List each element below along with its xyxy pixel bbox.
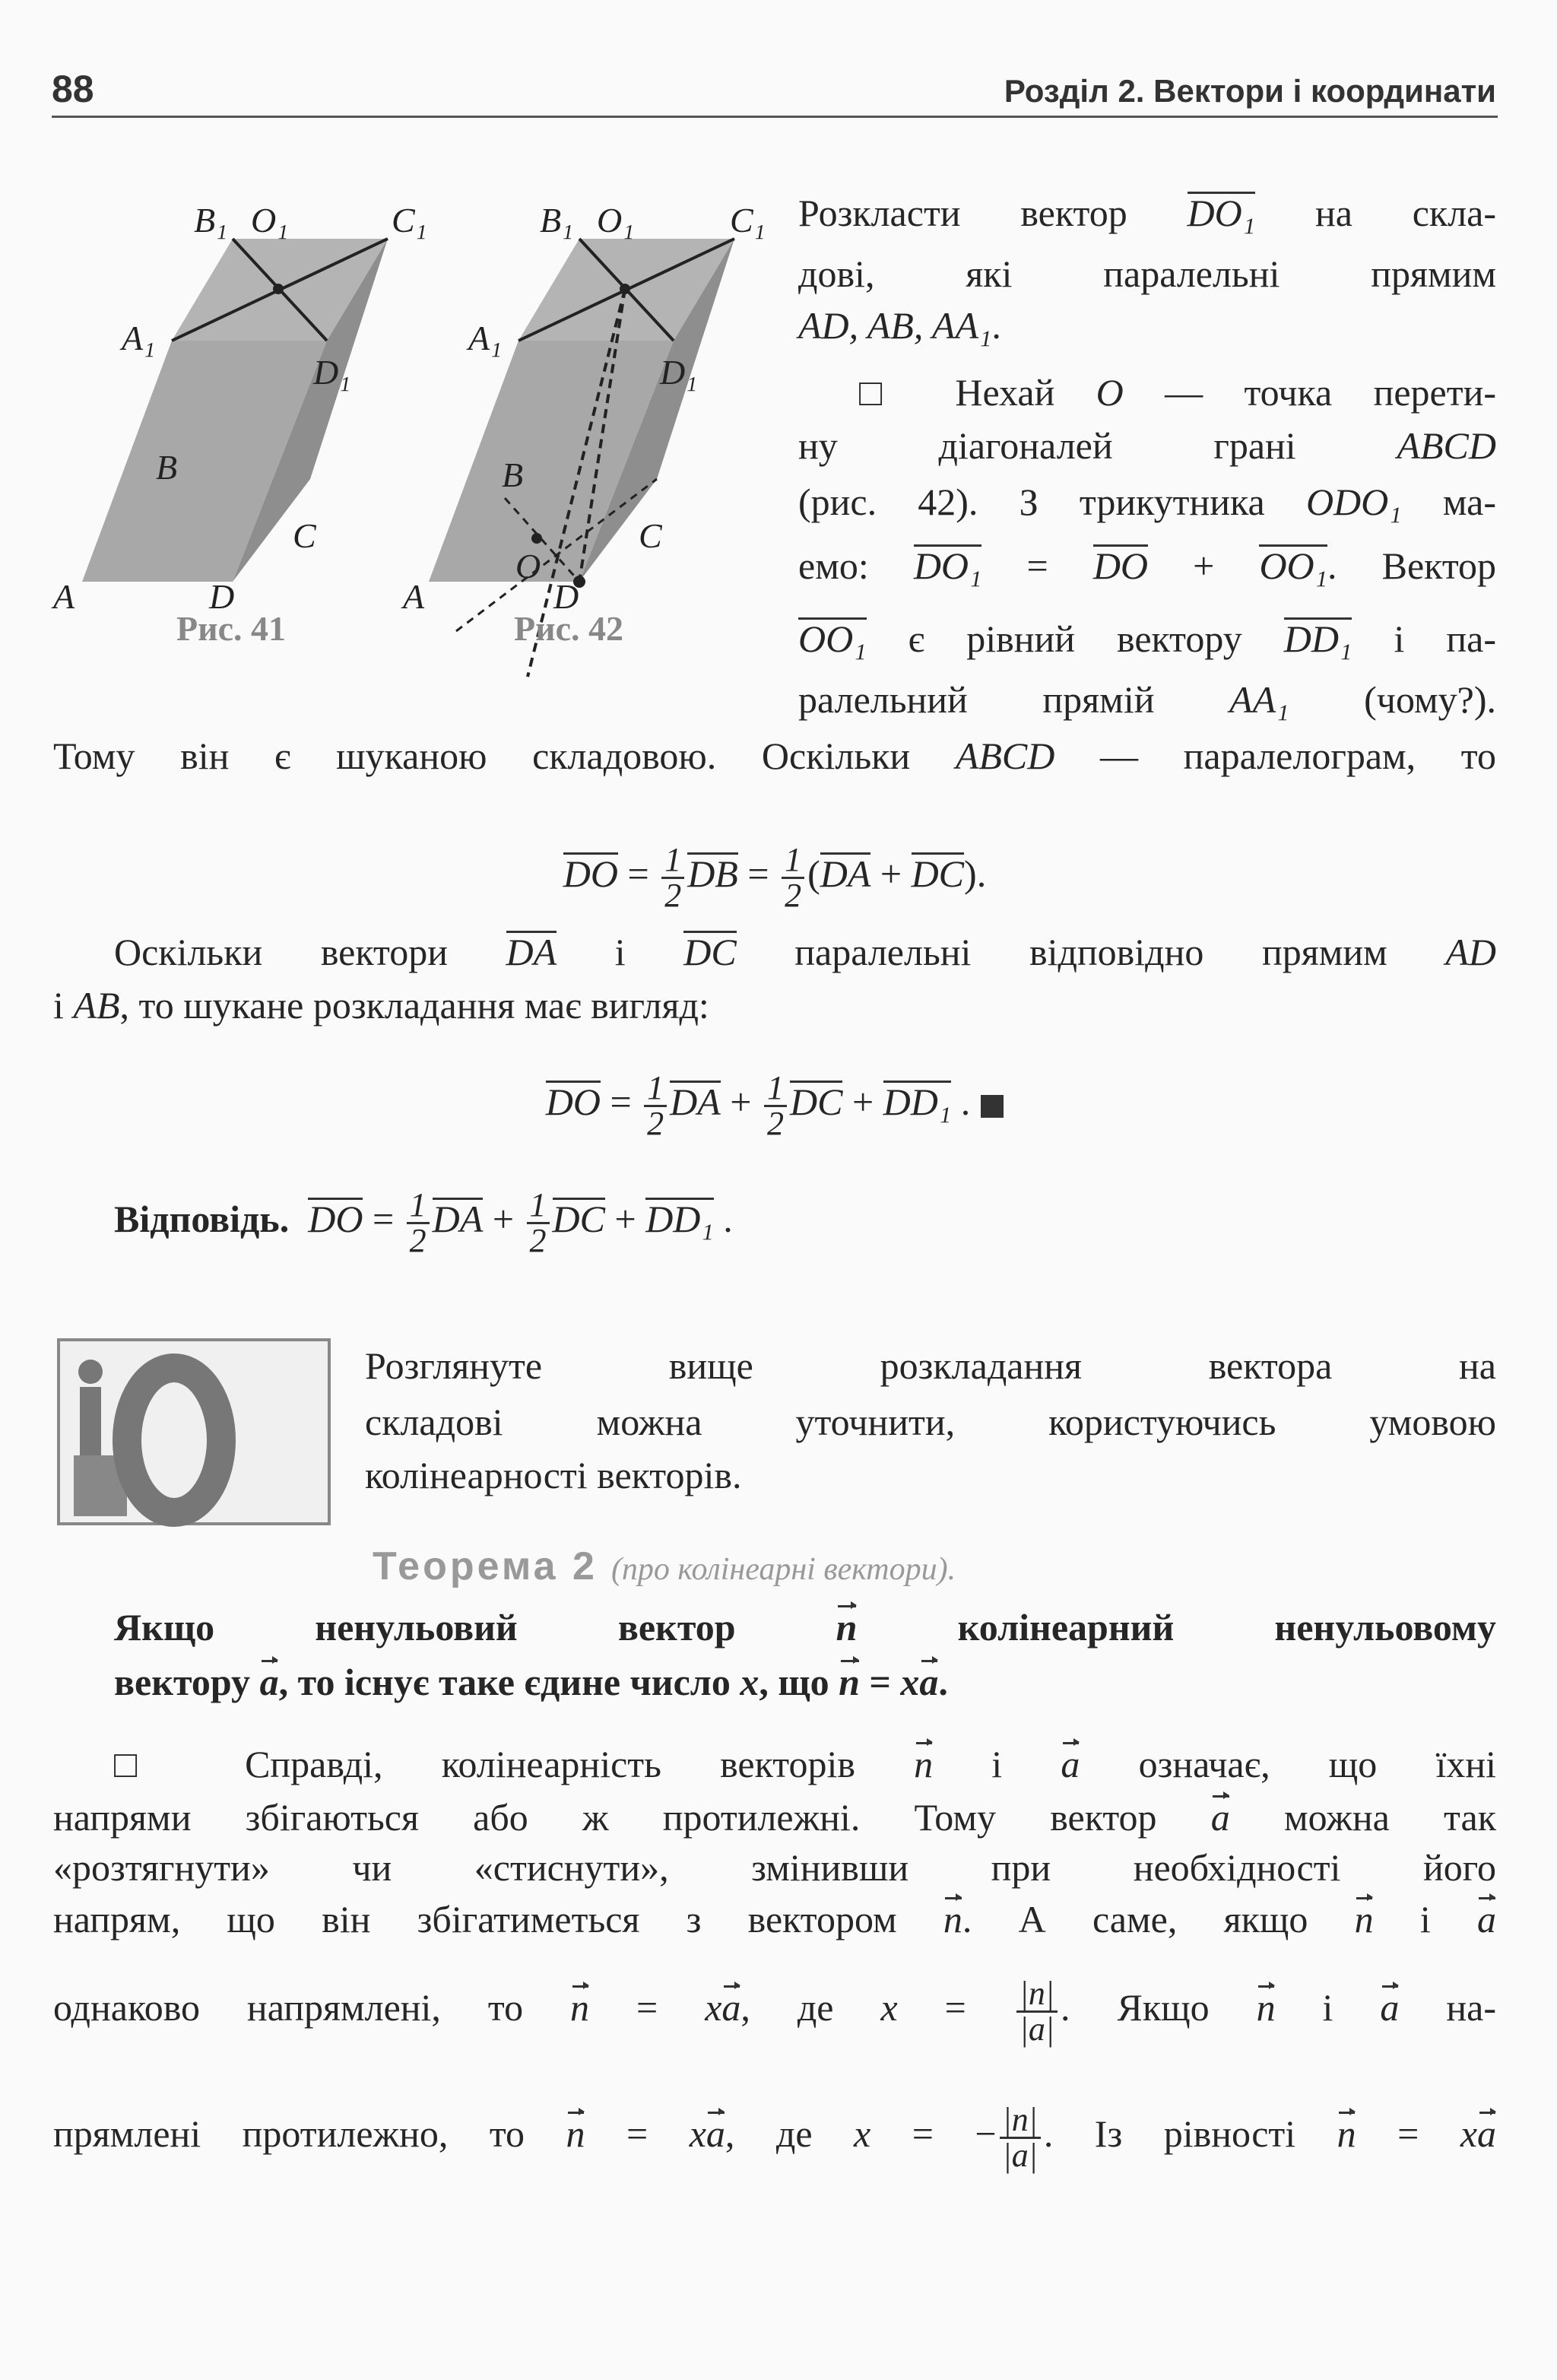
math-italic: AD [1445,931,1496,973]
text-run: означає, що їхні [1080,1743,1496,1785]
text-run: + [720,1081,761,1123]
text-run: колінеарності векторів. [365,1454,742,1496]
label-c: C [639,516,662,555]
text-line [798,418,1496,473]
text-run: на- [1399,1986,1496,2029]
vector-overline: DB [687,852,738,895]
text-run: , що [759,1661,839,1703]
label-b1: B₁ [194,201,228,240]
fraction-numerator: |n| [1016,1977,1058,2013]
label-a1: A₁ [468,319,503,357]
vector-arrow: n [839,1661,860,1703]
math-italic: x [854,2112,871,2155]
text-line [798,298,1496,353]
header-rule [52,116,1498,118]
text-line [798,672,1496,727]
text-run: напрям, що він збігатиметься з вектором [53,1898,943,1940]
text-run: = [859,1661,901,1703]
fraction-denominator: 2 [785,877,802,915]
proof-line [53,1790,1496,1845]
text-run: . [951,1081,971,1123]
text-run: є рівний вектору [866,617,1284,660]
label-b: B [502,455,524,494]
text-run: прямлені протилежно, то [53,2112,566,2155]
fraction [407,1188,430,1258]
math-italic: x [740,1661,759,1703]
math-italic: x [900,1661,920,1703]
vector-overline: DO₁ [913,544,982,587]
person-thinking-icon [60,1341,328,1522]
label-c1: C₁ [730,201,766,240]
theorem-line [114,1655,1496,1709]
proof-line [114,1737,1496,1791]
text-run: Розглянуте вище розкладання вектора на [365,1344,1496,1387]
text-line [53,728,1496,783]
fraction [644,1071,667,1141]
text-run: однаково напрямлені, то [53,1986,571,2029]
text-run: Оскільки вектори [114,931,506,973]
vector-overline: DO [308,1198,363,1240]
figure-41-caption: Рис. 41 [176,609,287,648]
fraction-denominator: 2 [647,1105,664,1143]
vector-arrow: a [1476,1898,1496,1940]
vector-arrow: a [721,1986,741,2029]
text-run: напрями збігаються або ж протилежні. Тому вектор [53,1796,1211,1839]
vector-arrow: n [1354,1898,1374,1940]
vector-overline: DA [670,1081,721,1123]
fraction-numerator: 1 [782,843,804,879]
fig42-point-o1 [620,284,630,294]
fraction-denominator: 2 [664,877,682,915]
math-italic: x [705,1986,722,2029]
label-a1: A₁ [122,319,156,357]
page-number: 88 [52,68,94,110]
proof-line [53,1892,1496,1947]
proof-line [53,1969,1496,2048]
formula-decomposition [53,1068,1496,1143]
label-o: O [515,547,541,585]
vector-overline: DC [552,1198,605,1240]
text-line [798,474,1496,529]
label-a: A [53,577,75,616]
text-run: + [483,1198,524,1240]
text-run: Розкласти вектор [798,192,1188,234]
label-d: D [553,577,579,616]
text-run: + [1148,544,1260,587]
vector-arrow: n [566,2112,585,2155]
label-a: A [403,577,425,616]
fraction-numerator: 1 [661,843,684,879]
text-line [798,611,1496,666]
vector-arrow: a [919,1661,939,1703]
text-run: і [1275,1986,1381,2029]
vector-overline: DO [563,852,618,895]
text-run: ма- [1401,481,1496,523]
fraction [661,841,684,915]
proof-line [53,2096,1497,2175]
text-line [798,186,1496,240]
text-run: □ Нехай [859,371,1096,414]
text-run: на скла- [1255,192,1496,234]
math-italic: O [1096,371,1124,414]
text-line [114,925,1496,979]
vector-arrow: a [259,1661,279,1703]
vector-overline: OO₁ [1259,544,1328,587]
text-run: = [363,1198,404,1240]
theorem-line [114,1600,1496,1655]
text-run: складові можна уточнити, користуючись умовою [365,1401,1496,1443]
text-run: і [53,984,74,1027]
text-run: = [737,852,779,895]
vector-overline: DA [432,1198,484,1240]
figure-41-parallelepiped [46,144,427,616]
figure-42-caption: Рис. 42 [514,609,624,648]
text-run: , то існує таке єдине число [278,1661,740,1703]
theorem-title: Теорема 2 [373,1544,598,1588]
fraction-denominator: |a| [1019,2010,1055,2048]
vector-overline: DO [545,1081,601,1123]
text-run: □ Справді, колінеарність векторів [114,1743,915,1785]
text-run: можна так [1229,1796,1497,1839]
vector-overline: DD₁ [883,1081,952,1123]
math-italic: AA₁ [1229,678,1289,721]
label-b: B [156,448,178,487]
label-b1: B₁ [540,201,574,240]
text-run: «розтягнути» чи «стиснути», змінивши при необхідності його [53,1846,1496,1889]
text-run: = − [870,2112,997,2155]
text-run: . [938,1661,948,1703]
vector-overline: DD₁ [1283,617,1352,660]
fig42-point-o [531,533,542,544]
text-run: дові, які паралельні прямим [798,252,1496,295]
text-run: паралельні відповідно прямим [736,931,1446,973]
text-run: — паралелограм, то [1054,735,1496,777]
vector-arrow: n [836,1606,858,1649]
text-run: = [897,1986,1013,2029]
text-run: , де [725,2112,855,2155]
note-line [365,1338,1496,1393]
text-run: ). [964,852,987,895]
chapter-title: Розділ 2. Вектори і координати [1004,73,1496,109]
text-run: ралельний прямій [798,678,1230,721]
fraction [1016,1977,1058,2046]
label-o1: O₁ [597,201,635,240]
vector-overline: DC [683,931,737,973]
vector-arrow: a [1477,2112,1497,2155]
text-run: + [604,1198,646,1240]
text-run: + [842,1081,883,1123]
vector-arrow: n [943,1898,962,1940]
math-italic: x [880,1986,898,2029]
bold-label: Відповідь. [114,1198,290,1240]
text-run: = [585,2112,690,2155]
math-italic: AD, AB, AA₁ [798,304,992,347]
text-run: . [991,304,1001,347]
theorem-subtitle: (про колінеарні вектори). [610,1552,956,1587]
fraction-numerator: 1 [527,1188,550,1224]
vector-arrow: n [914,1743,934,1785]
note-line [365,1448,1496,1503]
vector-overline: DA [820,852,871,895]
vector-overline: DO₁ [1187,192,1256,234]
text-run: і [1373,1898,1477,1940]
math-italic: ABCD [955,735,1055,777]
text-run: і па- [1352,617,1496,660]
math-italic: x [689,2112,706,2155]
vector-overline: DA [506,931,557,973]
text-run: , де [740,1986,881,2029]
theorem-heading [373,1544,956,1598]
text-run: , то шукане розкладання має вигляд: [119,984,709,1027]
math-italic: ODO₁ [1305,481,1402,523]
vector-arrow: a [1061,1743,1080,1785]
text-run: і [933,1743,1061,1785]
vector-overline: OO₁ [798,617,867,660]
fraction-numerator: 1 [644,1071,667,1107]
vector-arrow: a [1210,1796,1230,1839]
text-run: і [557,931,684,973]
figure-42-parallelepiped [392,144,766,616]
label-c1: C₁ [392,201,427,240]
label-d1: D₁ [660,353,698,392]
fraction [782,841,804,915]
vector-arrow: a [1380,1986,1400,2029]
text-run: ну діагоналей грані [798,424,1397,467]
fraction-denominator: 2 [767,1105,784,1143]
label-o1: O₁ [251,201,289,240]
text-run: колінеарний ненульовому [857,1606,1496,1649]
text-run: = [589,1986,706,2029]
math-italic: x [1460,2112,1478,2155]
fraction [527,1188,550,1258]
text-line [859,365,1496,420]
fraction-denominator: 2 [409,1222,427,1260]
fraction [764,1071,787,1141]
text-run: . Якщо [1061,1986,1257,2029]
text-line [798,246,1496,301]
vector-arrow: n [1337,2112,1356,2155]
vector-overline: DC [911,852,965,895]
fraction-denominator: 2 [529,1222,547,1260]
text-run: Якщо ненульовий вектор [114,1606,836,1649]
fraction-numerator: |n| [1000,2103,1041,2139]
label-d: D [209,577,235,616]
fig41-point-o1 [273,284,284,294]
text-run: = [981,544,1093,587]
text-run: ( [807,852,820,895]
text-run: . [713,1198,733,1240]
vector-arrow: n [1256,1986,1276,2029]
vector-overline: DD₁ [645,1198,714,1240]
text-line [798,538,1496,593]
text-line [53,978,1496,1033]
label-d1: D₁ [313,353,351,392]
vector-overline: DC [790,1081,843,1123]
text-run: . Із рівності [1043,2112,1337,2155]
text-run: вектору [114,1661,260,1703]
math-italic: ABCD [1397,424,1496,467]
text-run: = [618,852,659,895]
vector-arrow: n [570,1986,590,2029]
text-run: . Вектор [1327,544,1497,587]
fraction-denominator: |a| [1002,2137,1038,2175]
text-run: = [1356,2112,1460,2155]
text-run: — точка перети- [1123,371,1496,414]
proof-line [53,1840,1496,1895]
fraction-numerator: 1 [764,1071,787,1107]
fraction-numerator: 1 [407,1188,430,1224]
text-run: Тому він є шуканою складовою. Оскільки [53,735,956,777]
vector-arrow: a [706,2112,725,2155]
math-italic: AB [73,984,120,1027]
end-of-proof-mark [981,1095,1004,1118]
formula-do [53,839,1496,915]
fraction [1000,2101,1041,2175]
text-run: (чому?). [1289,678,1496,721]
text-run: емо: [798,544,914,587]
answer-line [114,1185,1496,1260]
label-c: C [293,516,316,555]
text-run: (рис. 42). З трикутника [798,481,1306,523]
text-run: + [870,852,912,895]
think-icon-box [57,1338,331,1525]
vector-overline: DO [1092,544,1149,587]
text-run: = [600,1081,642,1123]
note-line [365,1395,1496,1449]
text-run [289,1198,308,1240]
text-run: . А саме, якщо [962,1898,1355,1940]
